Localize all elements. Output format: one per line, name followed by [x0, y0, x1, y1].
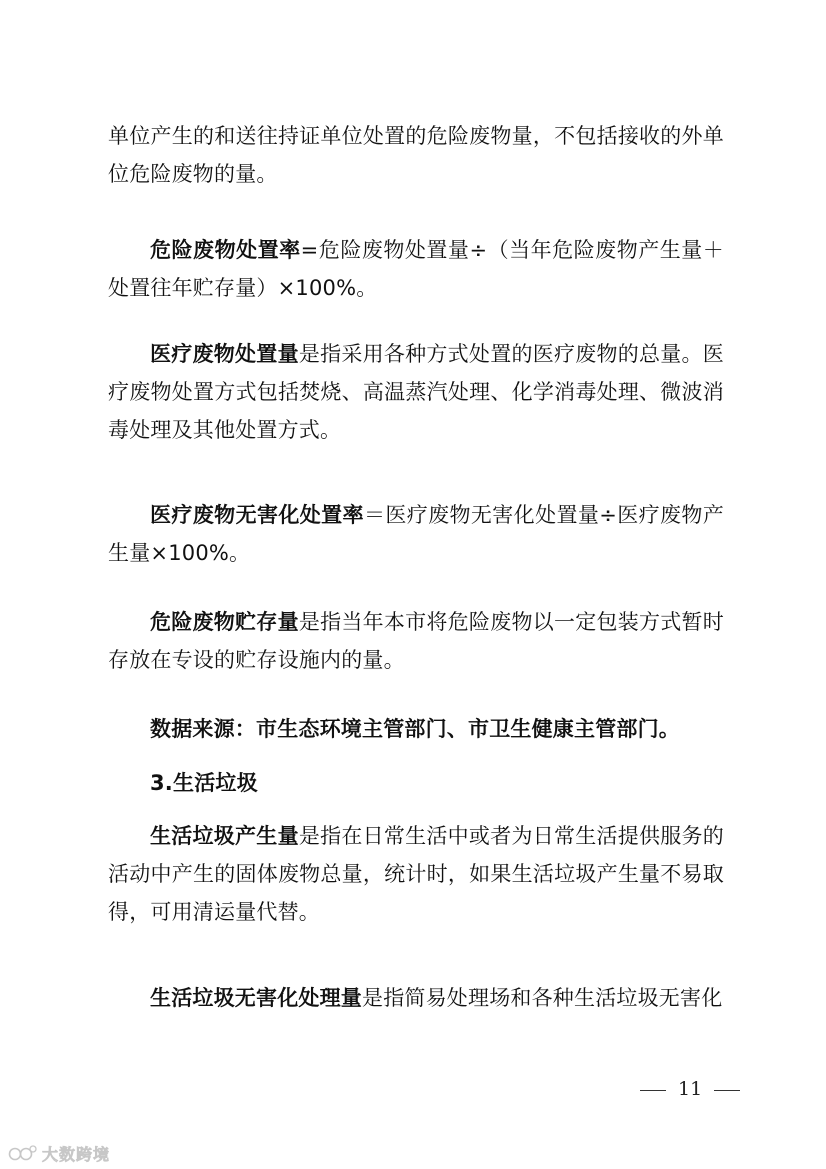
term-medical-harmless-rate: 医疗废物无害化处置率	[150, 503, 364, 527]
paragraph-3: 医疗废物处置量是指采用各种方式处置的医疗废物的总量。医疗废物处置方式包括焚烧、高温蒸汽处理、化学消毒处理、微波消毒处理及其他处置方式。	[108, 342, 725, 442]
term-hazardous-disposal-rate: 危险废物处置率	[150, 238, 301, 262]
data-source-line: 数据来源：市生态环境主管部门、市卫生健康主管部门。	[150, 717, 680, 741]
watermark	[8, 1142, 110, 1164]
dash-left	[640, 1090, 666, 1091]
logo-icon	[8, 1144, 38, 1162]
term-household-waste-generation: 生活垃圾产生量	[150, 824, 299, 848]
paragraph-2: 危险废物处置率=危险废物处置量÷（当年危险废物产生量＋处置往年贮存量）×100%。	[108, 238, 724, 300]
paragraph-1: 单位产生的和送往持证单位处置的危险废物量，不包括接收的外单位危险废物的量。	[108, 124, 724, 186]
paragraph-4: 医疗废物无害化处置率＝医疗废物无害化处置量÷医疗废物产生量×100%。	[108, 503, 725, 565]
paragraph-7: 生活垃圾无害化处理量是指简易处理场和各种生活垃圾无害化	[150, 986, 723, 1010]
term-medical-disposal-amount: 医疗废物处置量	[150, 342, 299, 366]
paragraph-6: 生活垃圾产生量是指在日常生活中或者为日常生活提供服务的活动中产生的固体废物总量，统计时，如果生活垃圾产生量不易取得，可用清运量代替。	[108, 824, 725, 924]
page-number: 11	[628, 1078, 752, 1100]
dash-right	[714, 1090, 740, 1091]
term-household-waste-harmless: 生活垃圾无害化处理量	[150, 986, 362, 1010]
watermark-text: 大数跨境	[42, 1144, 111, 1164]
paragraph-5: 危险废物贮存量是指当年本市将危险废物以一定包装方式暂时存放在专设的贮存设施内的量。	[108, 610, 725, 672]
term-hazardous-storage: 危险废物贮存量	[150, 610, 299, 634]
section-heading: 3.生活垃圾	[150, 771, 258, 795]
